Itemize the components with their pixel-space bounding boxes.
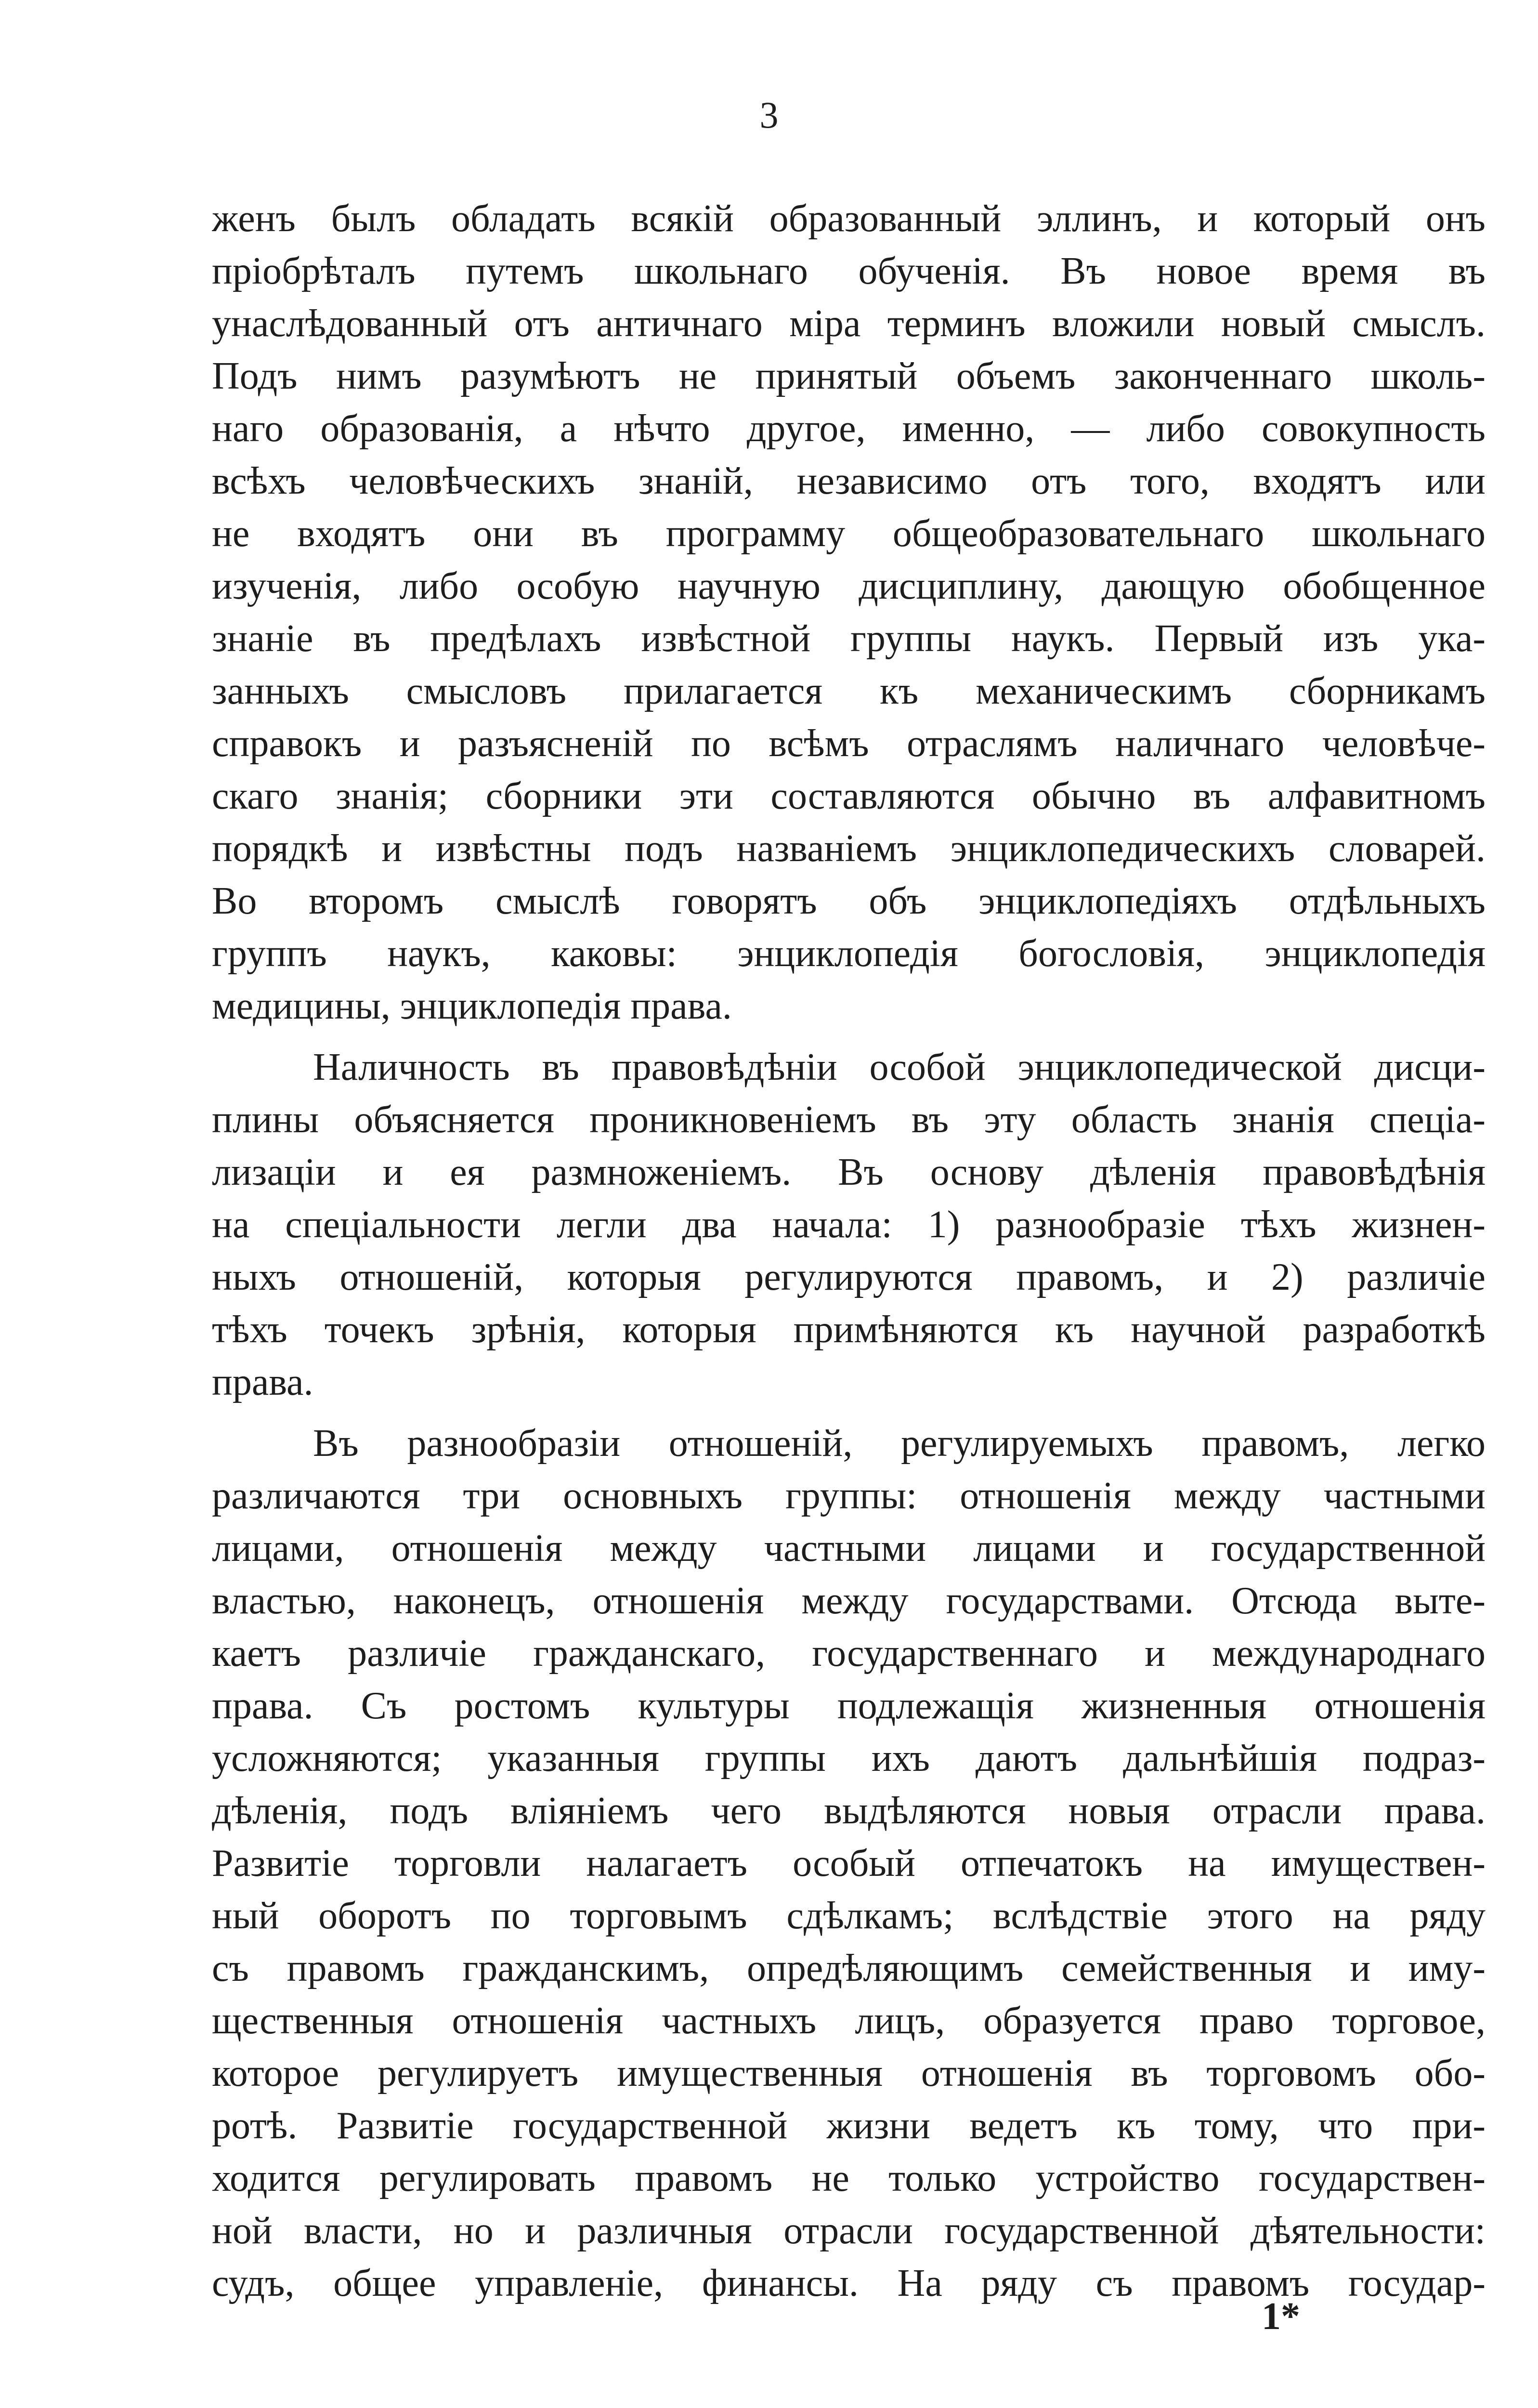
text-line: ротѣ. Развитіе государственной жизни ведетъ къ тому, что при-	[212, 2105, 1486, 2147]
paragraph-3	[212, 1417, 1486, 2310]
text-line: справокъ и разъясненій по всѣмъ отраслямъ наличнаго человѣче-	[212, 722, 1486, 765]
text-line: права.	[212, 1361, 313, 1403]
text-line: съ правомъ гражданскимъ, опредѣляющимъ семейственныя и иму-	[212, 1947, 1486, 1989]
text-line: различаются три основныхъ группы: отношенія между частными	[212, 1475, 1486, 1517]
text-line: не входятъ они въ программу общеобразовательнаго школьнаго	[212, 512, 1486, 555]
text-line: унаслѣдованный отъ античнаго міра терминъ вложили новый смыслъ.	[212, 302, 1486, 345]
text-line: лизаціи и ея размноженіемъ. Въ основу дѣленія правовѣдѣнія	[212, 1151, 1486, 1193]
text-line: права. Съ ростомъ культуры подлежащія жизненныя отношенія	[212, 1685, 1486, 1727]
printer-signature-mark: 1*	[1262, 2295, 1300, 2338]
text-line: Въ разнообразіи отношеній, регулируемыхъ правомъ, легко	[313, 1422, 1486, 1465]
text-line: ный оборотъ по торговымъ сдѣлкамъ; вслѣдствіе этого на ряду	[212, 1895, 1486, 1937]
text-line: лицами, отношенія между частными лицами и государственной	[212, 1527, 1486, 1570]
page-number: 3	[759, 94, 779, 136]
text-line: усложняются; указанныя группы ихъ даютъ дальнѣйшія подраз-	[212, 1737, 1486, 1780]
text-line: судъ, общее управленіе, финансы. На ряду съ правомъ государ-	[212, 2262, 1486, 2304]
text-line: которое регулируетъ имущественныя отношенія въ торговомъ обо-	[212, 2052, 1486, 2094]
text-line: Подъ нимъ разумѣютъ не принятый объемъ законченнаго школь-	[212, 355, 1486, 397]
text-line: женъ былъ обладать всякій образованный эллинъ, и который онъ	[212, 197, 1486, 240]
body-text	[212, 193, 1486, 2310]
text-line: медицины, энциклопедія права.	[212, 985, 732, 1027]
paragraph-2	[212, 1041, 1486, 1409]
text-line: Развитіе торговли налагаетъ особый отпечатокъ на имуществен-	[212, 1842, 1486, 1885]
text-line: на спеціальности легли два начала: 1) разнообразіе тѣхъ жизнен-	[212, 1204, 1486, 1246]
text-line: Во второмъ смыслѣ говорятъ объ энциклопедіяхъ отдѣльныхъ	[212, 880, 1486, 922]
text-line: властью, наконецъ, отношенія между государствами. Отсюда выте-	[212, 1580, 1486, 1622]
text-line: тѣхъ точекъ зрѣнія, которыя примѣняются къ научной разработкѣ	[212, 1309, 1486, 1351]
text-line: ныхъ отношеній, которыя регулируются правомъ, и 2) различіе	[212, 1256, 1486, 1298]
text-line: наго образованія, а нѣчто другое, именно, — либо совокупность	[212, 407, 1486, 450]
text-line: всѣхъ человѣческихъ знаній, независимо отъ того, входятъ или	[212, 460, 1486, 502]
text-line: плины объясняется проникновеніемъ въ эту область знанія спеціа-	[212, 1099, 1486, 1141]
text-line: занныхъ смысловъ прилагается къ механическимъ сборникамъ	[212, 670, 1486, 712]
text-line: Наличность въ правовѣдѣніи особой энциклопедической дисци-	[313, 1046, 1486, 1088]
text-line: знаніе въ предѣлахъ извѣстной группы наукъ. Первый изъ ука-	[212, 617, 1486, 660]
text-line: изученія, либо особую научную дисциплину, дающую обобщенное	[212, 565, 1486, 607]
text-line: дѣленія, подъ вліяніемъ чего выдѣляются новыя отрасли права.	[212, 1790, 1486, 1832]
text-line: скаго знанія; сборники эти составляются обычно въ алфавитномъ	[212, 775, 1486, 817]
text-line: каетъ различіе гражданскаго, государственнаго и международнаго	[212, 1632, 1486, 1675]
text-line: группъ наукъ, каковы: энциклопедія богословія, энциклопедія	[212, 932, 1486, 975]
text-line: ходится регулировать правомъ не только устройство государствен-	[212, 2157, 1486, 2199]
text-line: порядкѣ и извѣстны подъ названіемъ энциклопедическихъ словарей.	[212, 827, 1486, 870]
paragraph-1	[212, 193, 1486, 1033]
text-line: щественныя отношенія частныхъ лицъ, образуется право торговое,	[212, 2000, 1486, 2042]
text-line: пріобрѣталъ путемъ школьнаго обученія. Въ новое время въ	[212, 250, 1486, 292]
text-line: ной власти, но и различныя отрасли государственной дѣятельности:	[212, 2210, 1486, 2252]
